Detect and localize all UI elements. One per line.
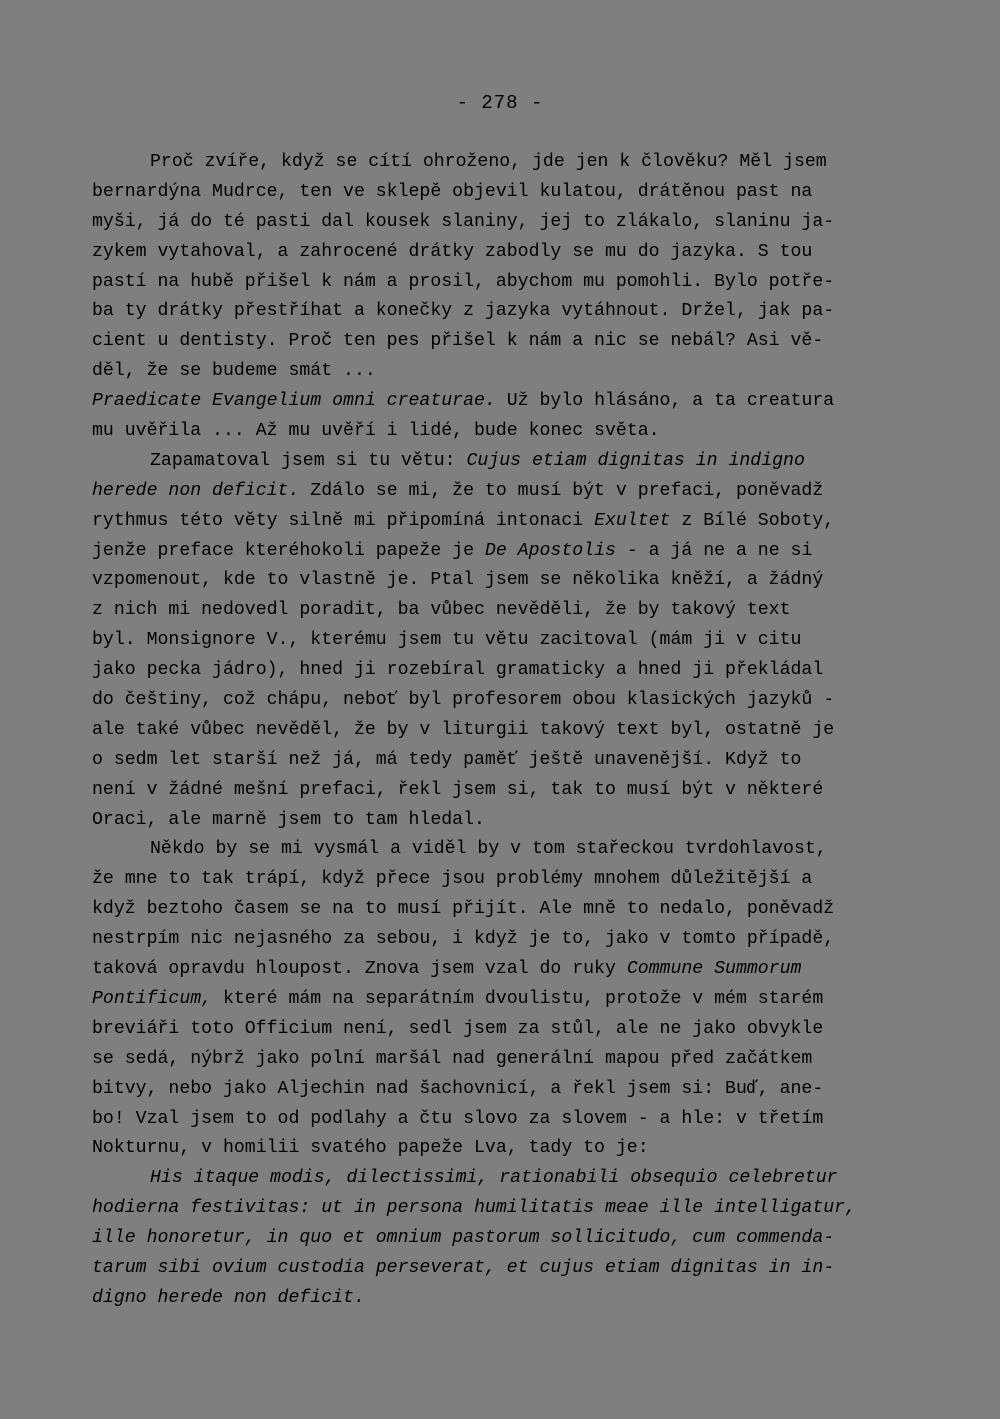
italic-text-segment: Cujus etiam dignitas in indigno <box>466 450 805 471</box>
text-segment: byl. Monsignore V., kterému jsem tu větu zacitoval (mám ji v citu <box>92 630 802 651</box>
text-segment: Někdo by se mi vysmál a viděl by v tom stařeckou tvrdohlavost, <box>150 839 827 860</box>
text-segment: ba ty drátky přestříhat a konečky z jazyka vytáhnout. Držel, jak pa- <box>92 301 835 322</box>
text-line <box>92 1075 922 1105</box>
text-segment: Oraci, ale marně jsem to tam hledal. <box>92 809 485 830</box>
page-number: - 278 - <box>456 92 544 114</box>
text-line <box>92 417 922 447</box>
text-line <box>92 477 922 507</box>
text-line <box>92 1134 922 1164</box>
text-segment: nestrpím nic nejasného za sebou, i když je to, jako v tomto případě, <box>92 929 835 950</box>
text-line <box>92 1194 922 1224</box>
text-line <box>92 985 922 1015</box>
italic-text-segment: Exultet <box>594 510 671 531</box>
text-line <box>92 656 922 686</box>
text-line <box>92 895 922 925</box>
text-segment: zykem vytahoval, a zahrocené drátky zabodly se mu do jazyka. S tou <box>92 241 813 262</box>
text-line <box>92 806 922 836</box>
text-line <box>92 925 922 955</box>
text-line <box>92 1105 922 1135</box>
text-segment: jenže preface kteréhokoli papeže je <box>92 540 485 561</box>
text-segment: taková opravdu hloupost. Znova jsem vzal do ruky <box>92 959 627 980</box>
text-line <box>92 208 922 238</box>
text-line <box>92 537 922 567</box>
text-segment: mu uvěřila ... Až mu uvěří i lidé, bude konec světa. <box>92 421 660 442</box>
text-line <box>92 1164 922 1194</box>
text-segment: z Bílé Soboty, <box>670 510 835 531</box>
text-segment: které mám na separátním dvoulistu, protože v mém starém <box>212 988 824 1009</box>
text-segment: děl, že se budeme smát ... <box>92 361 376 382</box>
text-line <box>92 1045 922 1075</box>
text-segment: z nich mi nedovedl poradit, ba vůbec nevěděli, že by takový text <box>92 600 791 621</box>
text-segment: není v žádné mešní prefaci, řekl jsem si, tak to musí být v některé <box>92 779 824 800</box>
text-segment: breviáři toto Officium není, sedl jsem za stůl, ale ne jako obvykle <box>92 1018 824 1039</box>
text-segment: bernardýna Mudrce, ten ve sklepě objevil kulatou, drátěnou past na <box>92 181 813 202</box>
text-line <box>92 686 922 716</box>
text-line <box>92 268 922 298</box>
text-line <box>92 447 922 477</box>
text-segment: se sedá, nýbrž jako polní maršál nad generální mapou před začátkem <box>92 1048 813 1069</box>
text-segment: o sedm let starší než já, má tedy paměť ještě unavenější. Když to <box>92 749 802 770</box>
text-segment: že mne to tak trápí, když přece jsou problémy mnohem důležitější a <box>92 869 813 890</box>
italic-text-segment: digno herede non deficit. <box>92 1287 365 1308</box>
text-line <box>92 178 922 208</box>
text-segment: bitvy, nebo jako Aljechin nad šachovnicí, a řekl jsem si: Buď, ane- <box>92 1078 824 1099</box>
text-line <box>92 357 922 387</box>
text-segment: do češtiny, což chápu, neboť byl profesorem obou klasických jazyků - <box>92 690 835 711</box>
text-segment: Proč zvíře, když se cítí ohroženo, jde jen k člověku? Měl jsem <box>150 152 827 172</box>
text-segment: Zdálo se mi, že to musí být v prefaci, poněvadž <box>299 480 824 501</box>
text-segment: - a já ne a ne si <box>615 540 813 561</box>
text-segment: když beztoho časem se na to musí přijít. Ale mně to nedalo, poněvadž <box>92 899 835 920</box>
text-line <box>92 327 922 357</box>
italic-text-segment: His itaque modis, dilectissimi, rationabili obsequio celebretur <box>150 1168 838 1189</box>
italic-text-segment: herede non deficit. <box>92 480 300 501</box>
text-segment: cient u dentisty. Proč ten pes přišel k nám a nic se nebál? Asi vě- <box>92 331 824 352</box>
text-line <box>92 238 922 268</box>
italic-text-segment: hodierna festivitas: ut in persona humilitatis meae ille intelligatur, <box>92 1198 856 1219</box>
text-line <box>92 507 922 537</box>
text-line <box>92 835 922 865</box>
text-segment: pastí na hubě přišel k nám a prosil, abychom mu pomohli. Bylo potře- <box>92 271 835 292</box>
italic-text-segment: De Apostolis <box>484 540 616 561</box>
italic-text-segment: Praedicate Evangelium omni creaturae. <box>92 391 496 412</box>
text-segment: vzpomenout, kde to vlastně je. Ptal jsem se několika kněží, a žádný <box>92 570 824 591</box>
text-segment: Už bylo hlásáno, a ta creatura <box>495 391 835 412</box>
text-segment: bo! Vzal jsem to od podlahy a čtu slovo za slovem - a hle: v třetím <box>92 1108 824 1129</box>
text-line <box>92 1284 922 1314</box>
text-segment: Nokturnu, v homilii svatého papeže Lva, tady to je: <box>92 1138 649 1159</box>
text-line <box>92 566 922 596</box>
italic-text-segment: tarum sibi ovium custodia perseverat, et cujus etiam dignitas in in- <box>92 1257 835 1278</box>
text-line <box>92 1015 922 1045</box>
text-segment: rythmus této věty silně mi připomíná intonaci <box>92 510 595 531</box>
text-line <box>92 1224 922 1254</box>
body-text <box>92 148 922 1314</box>
italic-text-segment: Pontificum, <box>92 988 213 1009</box>
text-segment: ale také vůbec nevěděl, že by v liturgii takový text byl, ostatně je <box>92 719 835 740</box>
text-line <box>92 1254 922 1284</box>
text-line <box>92 746 922 776</box>
italic-text-segment: Commune Summorum <box>626 959 802 980</box>
italic-text-segment: ille honoretur, in quo et omnium pastorum sollicitudo, cum commenda- <box>92 1228 835 1249</box>
text-segment: Zapamatoval jsem si tu větu: <box>150 450 467 471</box>
text-line <box>92 955 922 985</box>
text-segment: jako pecka jádro), hned ji rozebíral gramaticky a hned ji překládal <box>92 660 824 681</box>
text-line <box>92 626 922 656</box>
text-line <box>92 716 922 746</box>
text-line <box>92 387 922 417</box>
text-line <box>92 596 922 626</box>
text-line <box>92 865 922 895</box>
text-line <box>92 148 922 178</box>
text-line <box>92 297 922 327</box>
text-line <box>92 776 922 806</box>
text-segment: myši, já do té pasti dal kousek slaniny, jej to zlákalo, slaninu ja- <box>92 211 835 232</box>
